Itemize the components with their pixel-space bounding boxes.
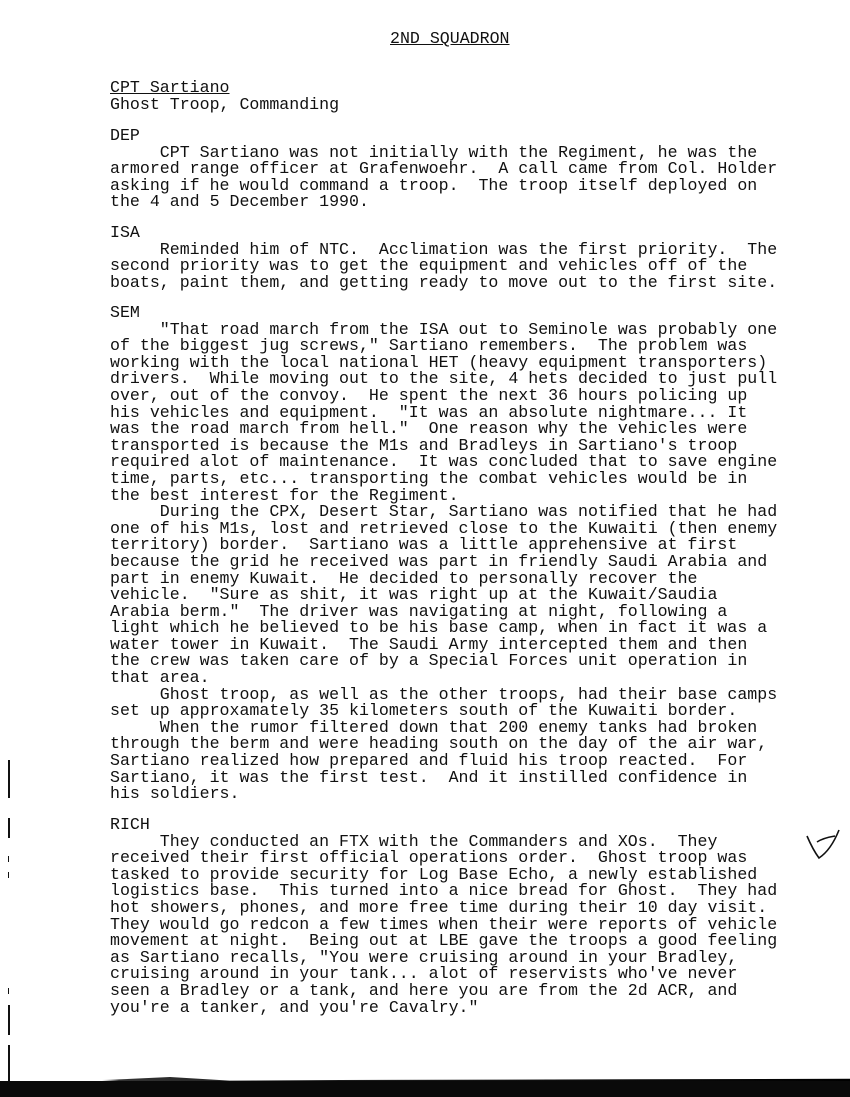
text-line: set up approxamately 35 kilometers south of the Kuwaiti border. bbox=[110, 701, 738, 721]
person-block bbox=[110, 80, 339, 113]
text-line: light which he believed to be his base camp, when in fact it was a bbox=[110, 618, 768, 638]
section-rich bbox=[110, 817, 777, 1016]
text-line: cruising around in your tank... alot of reservists who've never bbox=[110, 964, 738, 984]
text-line: that area. bbox=[110, 668, 210, 688]
handwritten-checkmark-icon bbox=[805, 828, 847, 862]
scan-border bbox=[0, 1081, 850, 1097]
text-line: "That road march from the ISA out to Seminole was probably one bbox=[110, 319, 778, 339]
text-line: armored range officer at Grafenwoehr. A call came from Col. Holder bbox=[110, 159, 778, 179]
margin-mark bbox=[8, 1045, 10, 1085]
text-line: Sartiano, it was the first test. And it instilled confidence in bbox=[110, 767, 748, 787]
margin-mark bbox=[8, 856, 9, 862]
text-line: the best interest for the Regiment. bbox=[110, 485, 459, 505]
text-line: Ghost troop, as well as the other troops, had their base camps bbox=[110, 684, 778, 704]
text-line: working with the local national HET (heavy equipment transporters) bbox=[110, 352, 768, 372]
section-sem bbox=[110, 305, 777, 803]
section-heading: RICH bbox=[110, 815, 150, 834]
section-heading: DEP bbox=[110, 126, 140, 145]
text-line: through the berm and were heading south on the day of the air war, bbox=[110, 734, 768, 754]
text-line: During the CPX, Desert Star, Sartiano was notified that he had bbox=[110, 502, 778, 522]
section-dep bbox=[110, 128, 777, 211]
text-line: one of his M1s, lost and retrieved close to the Kuwaiti (then enemy bbox=[110, 518, 778, 538]
text-line: transported is because the M1s and Bradleys in Sartiano's troop bbox=[110, 435, 738, 455]
text-line: They conducted an FTX with the Commanders and XOs. They bbox=[110, 831, 718, 851]
text-line: time, parts, etc... transporting the combat vehicles would be in bbox=[110, 468, 748, 488]
text-line: movement at night. Being out at LBE gave the troops a good feeling bbox=[110, 931, 778, 951]
text-line: part in enemy Kuwait. He decided to personally recover the bbox=[110, 568, 698, 588]
section-heading: ISA bbox=[110, 223, 140, 242]
text-line: Reminded him of NTC. Acclimation was the first priority. The bbox=[110, 239, 778, 259]
text-line: the 4 and 5 December 1990. bbox=[110, 192, 369, 212]
text-line: They would go redcon a few times when their were reports of vehicle bbox=[110, 914, 778, 934]
text-line: logistics base. This turned into a nice bread for Ghost. They had bbox=[110, 881, 778, 901]
text-line: received their first official operations order. Ghost troop was bbox=[110, 848, 748, 868]
section-isa bbox=[110, 225, 777, 291]
text-line: water tower in Kuwait. The Saudi Army intercepted them and then bbox=[110, 634, 748, 654]
person-name: CPT Sartiano bbox=[110, 78, 230, 97]
page-title: 2ND SQUADRON bbox=[390, 29, 510, 48]
margin-mark bbox=[8, 988, 9, 994]
text-line: the crew was taken care of by a Special Forces unit operation in bbox=[110, 651, 748, 671]
margin-mark bbox=[8, 872, 9, 878]
text-line: over, out of the convoy. He spent the next 36 hours policing up bbox=[110, 385, 748, 405]
text-line: Arabia berm." The driver was navigating at night, following a bbox=[110, 601, 728, 621]
text-line: was the road march from hell." One reason why the vehicles were bbox=[110, 419, 748, 439]
text-line: seen a Bradley or a tank, and here you are from the 2d ACR, and bbox=[110, 980, 738, 1000]
text-line: his vehicles and equipment. "It was an absolute nightmare... It bbox=[110, 402, 748, 422]
margin-mark bbox=[8, 760, 10, 798]
text-line: Sartiano realized how prepared and fluid his troop reacted. For bbox=[110, 751, 748, 771]
text-line: you're a tanker, and you're Cavalry." bbox=[110, 997, 479, 1017]
text-line: required alot of maintenance. It was concluded that to save engine bbox=[110, 452, 778, 472]
section-heading: SEM bbox=[110, 303, 140, 322]
text-line: vehicle. "Sure as shit, it was right up at the Kuwait/Saudia bbox=[110, 585, 718, 605]
text-line: hot showers, phones, and more free time during their 10 day visit. bbox=[110, 897, 768, 917]
margin-mark bbox=[8, 1005, 10, 1035]
text-line: boats, paint them, and getting ready to move out to the first site. bbox=[110, 272, 778, 292]
text-line: When the rumor filtered down that 200 enemy tanks had broken bbox=[110, 717, 758, 737]
margin-mark bbox=[8, 818, 10, 838]
person-role: Ghost Troop, Commanding bbox=[110, 94, 340, 114]
text-line: his soldiers. bbox=[110, 784, 240, 804]
text-line: drivers. While moving out to the site, 4 hets decided to just pull bbox=[110, 369, 778, 389]
text-line: asking if he would command a troop. The troop itself deployed on bbox=[110, 175, 758, 195]
text-line: of the biggest jug screws," Sartiano remembers. The problem was bbox=[110, 336, 748, 356]
text-line: tasked to provide security for Log Base Echo, a newly established bbox=[110, 864, 758, 884]
text-line: territory) border. Sartiano was a little apprehensive at first bbox=[110, 535, 738, 555]
text-line: as Sartiano recalls, "You were cruising around in your Bradley, bbox=[110, 947, 738, 967]
text-line: second priority was to get the equipment and vehicles off of the bbox=[110, 256, 748, 276]
text-line: because the grid he received was part in friendly Saudi Arabia and bbox=[110, 551, 768, 571]
text-line: CPT Sartiano was not initially with the Regiment, he was the bbox=[110, 142, 758, 162]
